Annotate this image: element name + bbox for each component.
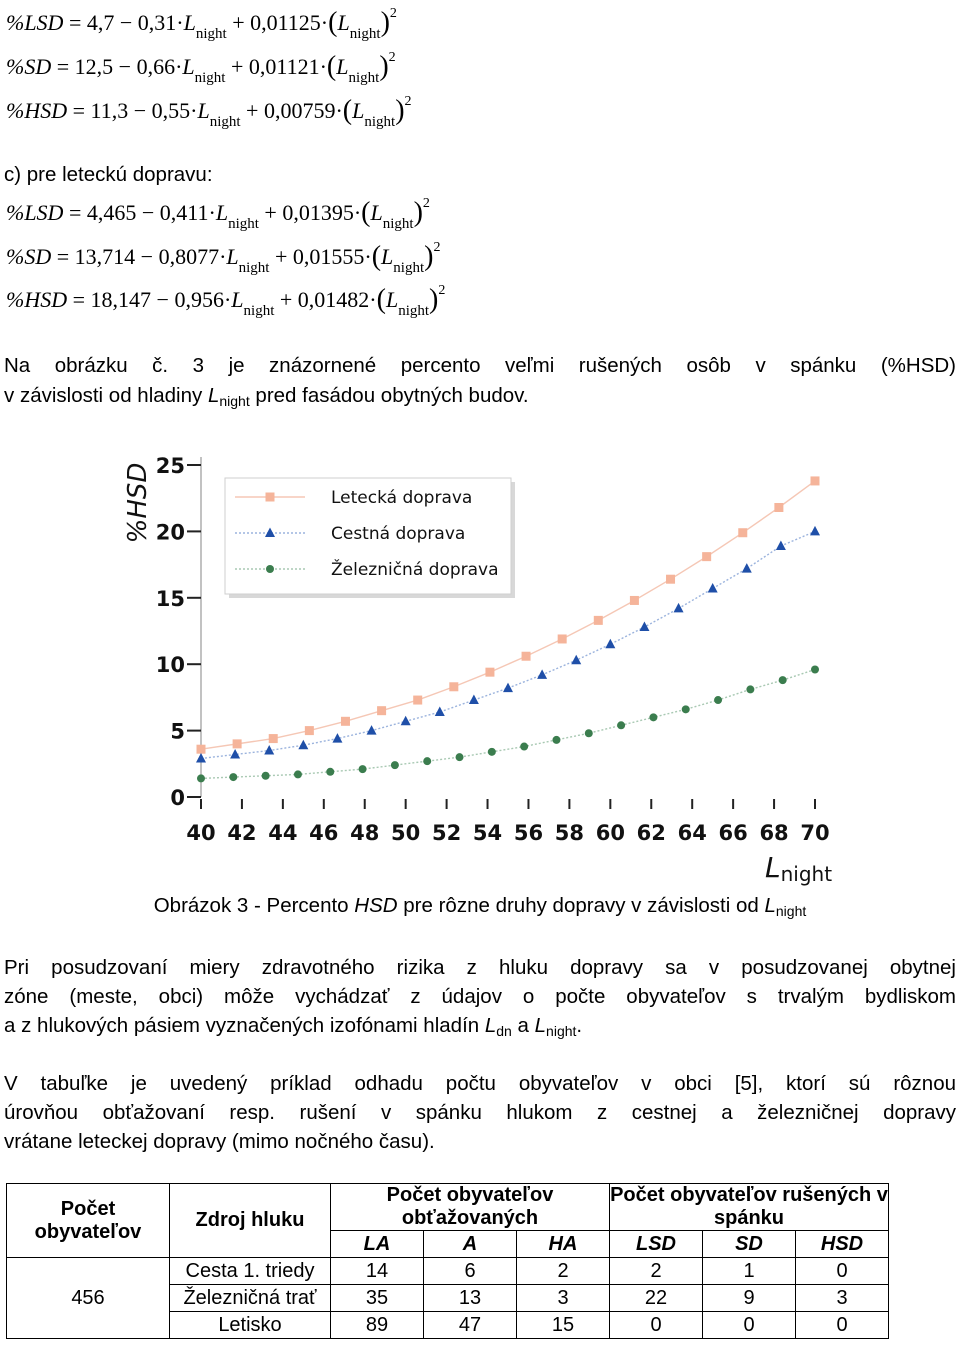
cell: 1 <box>703 1258 796 1285</box>
x-tick-label: 58 <box>554 821 585 845</box>
data-point-triangle <box>571 655 581 665</box>
para2-line-2: zóne (meste, obci) môže vychádzať z údajov o počte obyvateľov s trvalým bydliskom <box>4 985 956 1008</box>
data-point-triangle <box>469 695 479 705</box>
data-point-triangle <box>810 526 820 536</box>
data-point-square <box>630 596 639 605</box>
data-point-square <box>449 682 458 691</box>
cell: 15 <box>517 1312 610 1339</box>
data-point-triangle <box>503 683 513 693</box>
formula-line: $\%HSD = 11,3 - 0,55\cdot L_{night} + 0,00759\cdot(L_{night})^2$ <box>6 94 412 130</box>
para2-line-1: Pri posudzovaní miery zdravotného rizika z hluku dopravy sa v posudzovanej obytnej <box>4 956 956 979</box>
legend-label: Železničná doprava <box>331 560 499 580</box>
cell: 3 <box>517 1285 610 1312</box>
row-source: Železničná trať <box>170 1285 331 1312</box>
cell: 0 <box>796 1312 889 1339</box>
data-point-circle <box>617 721 625 729</box>
data-point-circle <box>294 770 302 778</box>
data-point-triangle <box>776 541 786 551</box>
data-point-circle <box>714 696 722 704</box>
data-point-circle <box>585 729 593 737</box>
data-point-square <box>522 652 531 661</box>
x-tick-label: 48 <box>350 821 380 845</box>
cell: 3 <box>796 1285 889 1312</box>
data-point-circle <box>197 774 205 782</box>
y-axis-title: %HSD <box>123 462 153 544</box>
x-tick-label: 64 <box>677 821 707 845</box>
header-population: Počet obyvateľov <box>7 1184 170 1258</box>
data-point-triangle <box>605 639 615 649</box>
cell: 14 <box>331 1258 424 1285</box>
data-point-square <box>305 726 314 735</box>
population-value: 456 <box>7 1258 170 1339</box>
cell: 22 <box>610 1285 703 1312</box>
data-point-square <box>702 552 711 561</box>
data-point-circle <box>552 736 560 744</box>
section-c-heading: c) pre leteckú dopravu: <box>4 163 213 186</box>
para2-line-3: a z hlukových pásiem vyznačených izofónami hladín Ldn a Lnight. <box>4 1014 583 1039</box>
x-tick-label: 60 <box>595 821 625 845</box>
data-point-circle <box>266 565 274 573</box>
header-sleep-disturbed: Počet obyvateľov rušených v spánku <box>610 1184 888 1229</box>
data-point-square <box>811 476 820 485</box>
x-tick-label: 42 <box>227 821 257 845</box>
population-table <box>6 1183 889 1339</box>
x-tick-label: 50 <box>391 821 421 845</box>
data-point-square <box>594 616 603 625</box>
x-tick-label: 46 <box>309 821 339 845</box>
data-point-circle <box>359 765 367 773</box>
data-point-circle <box>229 773 237 781</box>
data-point-square <box>197 745 206 754</box>
para3-line-3: vrátane leteckej dopravy (mimo nočného času). <box>4 1130 435 1153</box>
col-hsd: HSD <box>796 1231 889 1258</box>
data-point-circle <box>391 761 399 769</box>
x-tick-label: 44 <box>268 821 298 845</box>
data-point-square <box>774 503 783 512</box>
x-tick-label: 40 <box>186 821 216 845</box>
row-source: Letisko <box>170 1312 331 1339</box>
cell: 9 <box>703 1285 796 1312</box>
table-row <box>7 1258 889 1285</box>
intro-line-1: Na obrázku č. 3 je znázornené percento veľmi rušených osôb v spánku (%HSD) <box>4 354 956 377</box>
para3-line-2: úrovňou obťažovaní resp. rušení v spánku hlukom z cestnej a železničnej dopravy <box>4 1101 956 1124</box>
x-tick-label: 54 <box>472 821 503 845</box>
table-header-row <box>7 1184 889 1231</box>
x-tick-label: 66 <box>718 821 748 845</box>
header-source: Zdroj hluku <box>170 1184 331 1258</box>
y-tick-label: 20 <box>155 520 185 545</box>
row-source: Cesta 1. triedy <box>170 1258 331 1285</box>
y-tick-label: 15 <box>155 586 185 611</box>
x-tick-label: 62 <box>636 821 666 845</box>
legend-label: Letecká doprava <box>331 488 473 508</box>
y-tick-label: 25 <box>155 454 185 478</box>
col-lsd: LSD <box>610 1231 703 1258</box>
cell: 2 <box>517 1258 610 1285</box>
y-tick-label: 0 <box>170 786 185 810</box>
col-sd: SD <box>703 1231 796 1258</box>
y-tick-label: 5 <box>170 719 185 744</box>
data-point-circle <box>423 757 431 765</box>
cell: 0 <box>703 1312 796 1339</box>
data-point-circle <box>262 772 270 780</box>
x-tick-label: 52 <box>431 821 462 845</box>
formula-line: $\%LSD = 4,7 - 0,31\cdot L_{night} + 0,01125\cdot(L_{night})^2$ <box>6 6 397 42</box>
data-point-triangle <box>708 583 718 593</box>
cell: 2 <box>610 1258 703 1285</box>
header-annoyed: Počet obyvateľov obťažovaných <box>331 1184 610 1231</box>
data-point-circle <box>488 748 496 756</box>
x-axis-title: Lnight <box>765 851 833 886</box>
formula-line: $\%SD = 12,5 - 0,66\cdot L_{night} + 0,01121\cdot(L_{night})^2$ <box>6 50 396 86</box>
x-tick-label: 56 <box>513 821 544 845</box>
data-point-circle <box>746 685 754 693</box>
x-tick-label: 70 <box>800 821 830 845</box>
data-point-circle <box>456 753 464 761</box>
data-point-square <box>377 706 386 715</box>
col-la: LA <box>331 1231 424 1258</box>
data-point-square <box>269 734 278 743</box>
y-tick-label: 10 <box>155 653 185 678</box>
data-point-circle <box>682 705 690 713</box>
formula-line: $\%LSD = 4,465 - 0,411\cdot L_{night} + 0,01395\cdot(L_{night})^2$ <box>6 196 430 232</box>
formula-line: $\%HSD = 18,147 - 0,956\cdot L_{night} + 0,01482\cdot(L_{night})^2$ <box>6 283 446 319</box>
data-point-square <box>666 575 675 584</box>
data-point-square <box>413 696 422 705</box>
formula-line: $\%SD = 13,714 - 0,8077\cdot L_{night} + 0,01555\cdot(L_{night})^2$ <box>6 240 441 276</box>
data-point-square <box>485 668 494 677</box>
cell: 47 <box>424 1312 517 1339</box>
col-ha: HA <box>517 1231 610 1258</box>
data-point-triangle <box>401 716 411 726</box>
data-point-circle <box>649 713 657 721</box>
data-point-square <box>558 634 567 643</box>
data-point-triangle <box>435 707 445 717</box>
para3-line-1: V tabuľke je uvedený príklad odhadu počtu obyvateľov v obci [5], ktorí sú rôznou <box>4 1072 956 1095</box>
cell: 13 <box>424 1285 517 1312</box>
data-point-triangle <box>196 753 206 763</box>
cell: 35 <box>331 1285 424 1312</box>
data-point-triangle <box>639 622 649 632</box>
data-point-square <box>738 528 747 537</box>
data-point-triangle <box>298 740 308 750</box>
col-a: A <box>424 1231 517 1258</box>
data-point-square <box>233 739 242 748</box>
x-tick-label: 68 <box>759 821 789 845</box>
data-point-circle <box>811 666 819 674</box>
data-point-triangle <box>742 563 752 573</box>
hsd-chart <box>110 445 850 890</box>
cell: 6 <box>424 1258 517 1285</box>
intro-line-2: v závislosti od hladiny Lnight pred fasádou obytných budov. <box>4 384 529 409</box>
cell: 0 <box>796 1258 889 1285</box>
data-point-square <box>341 717 350 726</box>
data-point-triangle <box>674 603 684 613</box>
cell: 89 <box>331 1312 424 1339</box>
data-point-circle <box>326 768 334 776</box>
data-point-circle <box>520 743 528 751</box>
figure-caption: Obrázok 3 - Percento HSD pre rôzne druhy dopravy v závislosti od Lnight <box>153 894 807 919</box>
legend-label: Cestná doprava <box>331 524 466 544</box>
data-point-circle <box>779 676 787 684</box>
data-point-square <box>266 493 275 502</box>
cell: 0 <box>610 1312 703 1339</box>
